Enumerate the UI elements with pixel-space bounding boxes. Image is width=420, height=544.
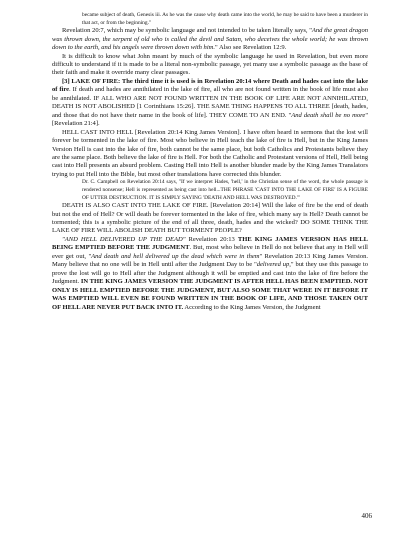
block-quote: Dr. C. Campbell on Revelation 20:14 says, "If we interpret Hades, 'hell,' in the Christian sense of the word, the whole passage is rendered nonsense; Hell is represented as being cast into hell...THE PHRASE 'CAST INTO THE LAKE OF FIRE' IS A FIGURE OF UTTER DESTRUCTION. IT IS SIMPLY SAYING 'DEATH AND HELL WAS DESTROYED.'": [82, 179, 368, 201]
text-run: " Also see Revelation 12:9.: [215, 44, 287, 52]
text-run: . But, most who believe in Hell do not believe that any in Hell will ever get out, ": [52, 244, 368, 260]
paragraph: HELL CAST INTO HELL [Revelation 20:14 King James Version]. I have often heard in sermons that the lost will forever be tormented in the lake of fire. Most who believe in Hell teach the lake of fire is Hell, but in the King James Version Hell is cast into the lake of fire, both cannot be the same place, but both Catholics and Protestants believe they are the same place. Both believe the lake of fire is Hell. For both the Catholic and Protestant versions of Hell, Hell being cast into Hell presents an absurd problem. Casting Hell into Hell is another blunder made by the King James Translators trying to put Hell into the Bible, but most other translations have corrected this blunder.: [52, 128, 368, 178]
italic-quote: And the great dragon was thrown down, the serpent of old who is called the devil and Satan, who deceives the whole world; he was thrown down to the earth, and his angels were thrown down with him.: [52, 27, 368, 52]
text-run: " Revelation 20:13 King James Version. Many believe that no one will be in Hell until after the Judgment Day to be ": [52, 252, 368, 269]
italic-quote: And death and hell delivered up the dead which were in them: [91, 252, 260, 260]
paragraph: [52, 27, 368, 52]
text-run: Revelation 20:13: [185, 235, 238, 243]
page-number: 406: [361, 512, 372, 520]
italic-quote: And death shall be no more: [291, 111, 366, 119]
bold-text: IN THE KING JAMES VERSION THE JUDGMENT IS AFTER HELL HAS BEEN EMPTIED. NOT ONLY IS HELL EMPTIED BEFORE THE JUDGMENT, BUT ALSO SOME THAT WERE IN IT BEFORE IT WAS EMPTIED WILL EVEN BE FOUND WRITTEN IN THE BOOK OF LIFE, AND THOSE TAKEN OUT OF HELL ARE NEVER PUT BACK INTO IT.: [52, 278, 368, 311]
italic-quote: "AND HELL DELIVERED UP THE DEAD": [62, 235, 186, 243]
paragraph: [52, 78, 368, 129]
block-quote: became subject of death, Genesis iii. As he was the cause why death came into the world, he may be said to have been a murderer in that act, or from the beginning.": [82, 12, 368, 26]
text-run: " [Revelation 21:4].: [52, 111, 368, 128]
body-text: [52, 12, 368, 312]
bold-heading: [3] LAKE OF FIRE: The third time it is used is in Revelation 20:14 where Death and hades cast into the lake of fire: [52, 77, 368, 94]
paragraph: [52, 236, 368, 312]
text-run: According to the King James Version, the Judgment: [183, 303, 321, 311]
text-run: Revelation 20:7, which may be symbolic language and not intended to be taken literally says, ": [62, 27, 312, 35]
text-run: . If death and hades are annihilated in the lake of fire, all who are not found written in the book of life must also be annihilated. IF ALL WHO ARE NOT FOUND WRITTEN IN THE BOOK OF LIFE ARE NOT ANNIHILATED, DEATH IS NOT ABOLISHED [1 Corinthians 15:26]. THE SAME THING HAPPENS TO ALL THREE [death, hades, and those that do not have their name in the book of life]. THEY COME TO AN END. ": [52, 86, 368, 119]
paragraph: It is difficult to know what John meant by much of the symbolic language he used in Revelation, but even more difficult to understand if it is made to be a literal non-symbolic passage, yet many use a symbolic passage as the base of their faith and make it override many clear passages.: [52, 52, 368, 77]
italic-quote: delivered up: [256, 261, 290, 269]
paragraph: DEATH IS ALSO CAST INTO THE LAKE OF FIRE. [Revelation 20:14] Will the lake of fire be the end of death but not the end of Hell? Or will death be forever tormented in the lake of fire, which many say is Hell? Death cannot be tormented; this is a symbolic picture of the end of all three, death, hades and the wicked? DO SOME THINK THE LAKE OF FIRE WILL ABOLISH DEATH BUT TORMENT PEOPLE?: [52, 202, 368, 235]
text-run: ," but they use this passage to prove the lost will go to Hell after the Judgment although it will be emptied and cast into the lake of fire before the Judgment.: [52, 261, 369, 286]
bold-text: THE KING JAMES VERSION HAS HELL BEING EMPTIED BEFORE THE JUDGMENT: [52, 235, 368, 252]
